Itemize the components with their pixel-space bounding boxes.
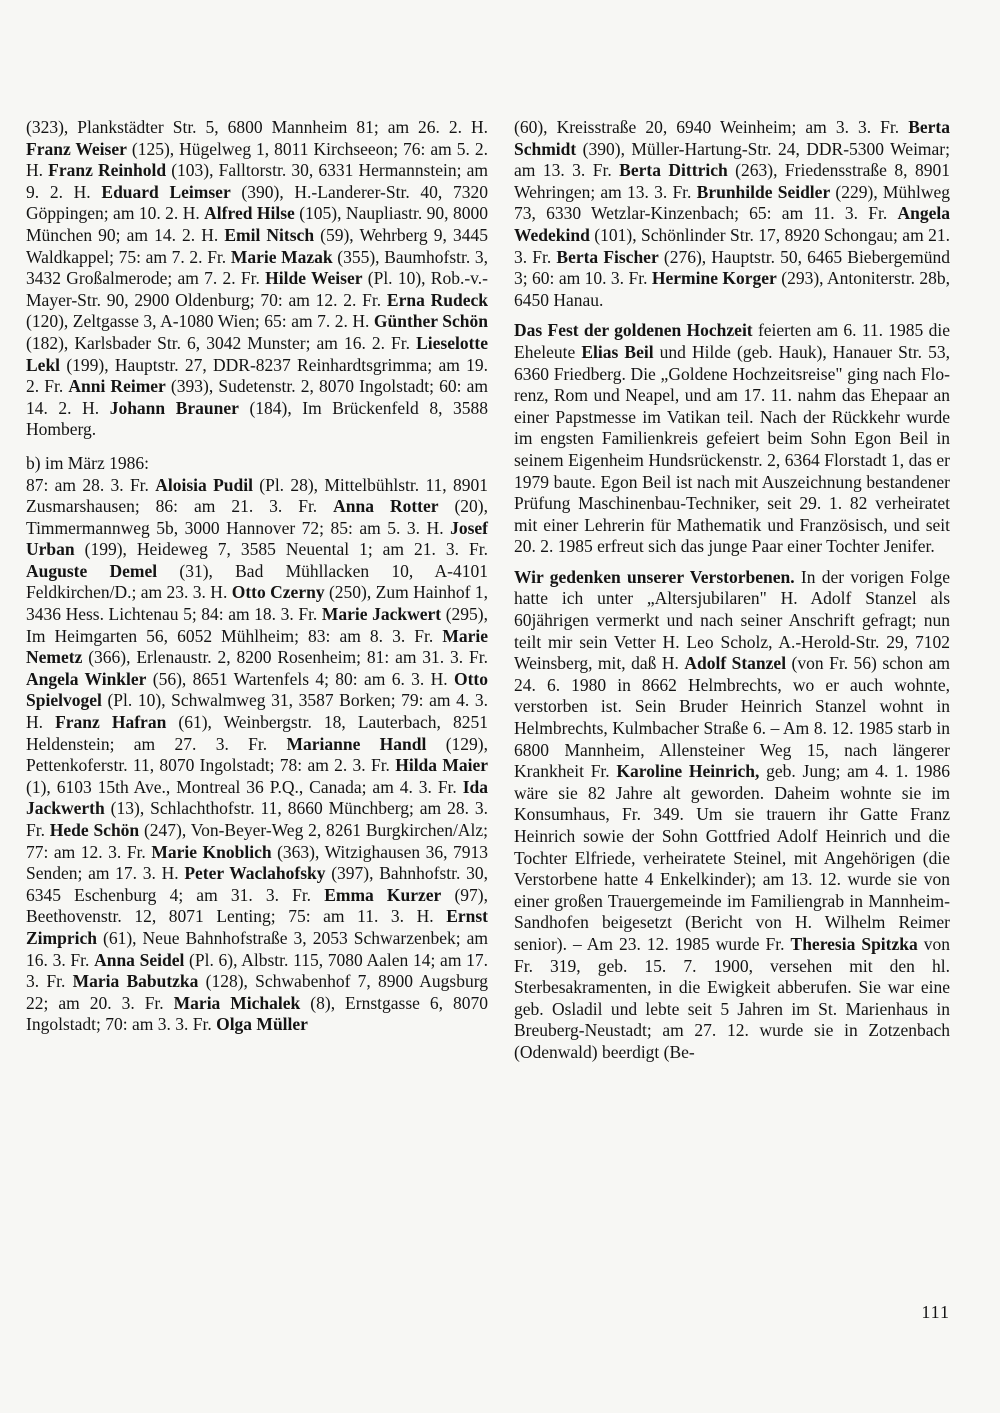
bold-name: Emil Nitsch (224, 224, 315, 245)
bold-name: Franz Reinhold (48, 160, 167, 181)
text-run: (120), Zeltgasse 3, A-1080 Wien; 65: am 7. 2. H. (26, 311, 374, 332)
bold-name: Hermine Korger (651, 268, 777, 289)
birthday-list-march (26, 475, 488, 1036)
bold-name: Erna Rudeck (386, 289, 488, 310)
text-run: (8), Ernstgasse 6, 8070 Ingolstadt; 70: am 3. 3. Fr. (26, 992, 488, 1035)
text-run: 87: am 28. 3. Fr. (26, 474, 156, 495)
text-run: (295), Im Heimgarten 56, 6052 Mühlheim; 83: am 8. 3. Fr. (26, 604, 488, 646)
left-column (26, 117, 488, 1036)
bold-name: Berta Dittrich (619, 160, 728, 181)
text-run: (1), 6103 15th Ave., Montreal 36 P.Q., Canada; am 4. 3. Fr. (26, 776, 463, 797)
bold-name: Lieselotte Lekl (26, 332, 488, 375)
bold-name: Brunhilde Seidler (696, 181, 831, 202)
bold-name: Olga Müller (216, 1014, 308, 1035)
bold-name: Berta Fischer (556, 246, 659, 267)
bold-name: Eduard Leimser (101, 181, 231, 202)
bold-name: Alfred Hilse (204, 203, 295, 224)
bold-name: Otto Spielvogel (26, 668, 488, 711)
text-run: (56), 8651 Wartenfels 4; 80: am 6. 3. H. (146, 668, 454, 689)
text-run: und Hilde (geb. Hauk), Hanauer Str. 53, 6360 Friedberg. Die „Goldene Hochzeitsreise" ging nach Florenz, Rom und Neapel, und am 17. 11. nahm das Ehepaar an einer Papstmesse im Vatikan teil. Nach der Rückkehr wurde im engsten Familienkreis gefeiert beim Sohn Egon Beil in seinem Eigenheim Hundsrückenstr. 2, 6364 Florstadt 1, das er 1979 baute. Egon Beil ist nach mit Auszeichnung bestandener Prüfung Maschinenbau-Techniker, seit 29. 1. 82 verheiratet mit einer Lehrerin für Mathematik und Französisch, und seit 20. 2. 1985 erfreut sich das junge Paar einer Tochter Jenifer. (514, 341, 950, 557)
bold-name: Elias Beil (581, 341, 654, 362)
golden-wedding-paragraph (514, 320, 950, 558)
text-run: von Fr. 319, geb. 15. 7. 1900, versehen mit den hl. Sterbesakramenten, in die Ewigkeit abberufen. Sie war eine geb. Osladil und lebte seit 5 Jahren im St. Marienhaus in Breuberg-Neustadt; am 27. 12. wurde sie in Zotzenbach (Odenwald) beerdigt (Be- (514, 933, 951, 1062)
bold-name: Hede Schön (49, 820, 140, 840)
bold-name: Marie Jackwert (321, 604, 442, 625)
bold-name: Anni Reimer (68, 376, 166, 397)
text-run: (247), Von-Beyer-Weg 2, 8261 Burgkirchen/Alz; 77: am 12. 3. Fr. (26, 820, 488, 862)
text-run: (276), Hauptstr. 50, 6465 Biebergemünd 3; 60: am 10. 3. Fr. (514, 246, 950, 289)
bold-name: Marianne Handl (286, 733, 427, 754)
page-number: 111 (921, 1302, 950, 1322)
bold-name: Peter Waclahofsky (184, 863, 326, 884)
text-run: (Pl. 6), Albstr. 115, 7080 Aalen 14; am 17. 3. Fr. (26, 949, 488, 992)
bold-name: Das Fest der goldenen Hochzeit (514, 320, 753, 341)
bold-name: Emma Kurzer (324, 884, 442, 905)
text-run: (59), Wehrberg 9, 3445 Waldkappel; 75: am 7. 2. Fr. (26, 224, 488, 267)
bold-name: Theresia Spitzka (790, 933, 918, 954)
text-run: (363), Witzighausen 36, 7913 Senden; am 17. 3. H. (26, 841, 489, 884)
text-run: (60), Kreisstraße 20, 6940 Weinheim; am 3. 3. Fr. (514, 117, 909, 137)
right-column (514, 117, 950, 1064)
text-run: (61), Weinbergstr. 18, Lauterbach, 8251 Heldenstein; am 27. 3. Fr. (26, 712, 488, 754)
text-run: (397), Bahnhofstr. 30, 6345 Eschenburg 4; am 31. 3. Fr. (26, 863, 488, 905)
text-run: (101), Schönlinder Str. 17, 8920 Schongau; am 21. 3. Fr. (514, 224, 950, 267)
text-run: (366), Erlenaustr. 2, 8200 Rosenheim; 81: am 31. 3. Fr. (82, 647, 488, 668)
text-run: (263), Friedensstraße 8, 8901 Wehringen; am 13. 3. Fr. (514, 160, 950, 202)
text-run: (199), Hauptstr. 27, DDR-8237 Reinhardtsgrimma; am 19. 2. Fr. (26, 354, 488, 397)
bold-name: Maria Babutzka (72, 971, 199, 992)
text-run: (393), Sudetenstr. 2, 8070 Ingolstadt; 60: am 14. 2. H. (26, 376, 488, 418)
bold-name: Ida Jackwerth (26, 776, 488, 819)
bold-name: Maria Michalek (173, 992, 301, 1013)
bold-name: Otto Czerny (231, 582, 325, 603)
bold-name: Franz Weiser (26, 138, 127, 159)
text-run: (97), Beethovenstr. 12, 8071 Lenting; 75: am 11. 3. H. (26, 884, 489, 927)
obituary-paragraph (514, 567, 950, 1064)
text-run: (293), Antoniterstr. 28b, 6450 Hanau. (514, 268, 951, 310)
bold-name: Berta Schmidt (514, 117, 950, 159)
text-run: (13), Schlachthofstr. 11, 8660 Münchberg; am 28. 3. Fr. (26, 798, 488, 840)
bold-name: Adolf Stanzel (684, 653, 787, 674)
text-run: (125), Hügelweg 1, 8011 Kirchseeon; 76: am 5. 2. H. (26, 138, 488, 181)
bold-name: Angela Winkler (26, 668, 147, 689)
birthday-list-march-continued (514, 117, 950, 311)
text-run: (229), Mühlweg 73, 6330 Wetzlar-Kinzenbach; 65: am 11. 3. Fr. (514, 181, 951, 224)
bold-name: Hilda Maier (395, 755, 488, 776)
bold-name: Anna Seidel (94, 949, 185, 970)
bold-name: Aloisia Pudil (155, 474, 253, 495)
text-run: (390), Müller-Hartung-Str. 24, DDR-5300 Weimar; am 13. 3. Fr. (514, 138, 950, 181)
bold-name: Marie Nemetz (26, 625, 488, 668)
bold-name: Günther Schön (373, 311, 488, 332)
text-run: (250), Zum Hainhof 1, 3436 Hess. Lichtenau 5; 84: am 18. 3. Fr. (26, 582, 488, 625)
text-run: (355), Baumhofstr. 3, 3432 Großalmerode; am 7. 2. Fr. (26, 246, 489, 289)
text-run: (Pl. 10), Rob.-v.-Mayer-Str. 90, 2900 Oldenburg; 70: am 12. 2. Fr. (26, 268, 488, 310)
bold-name: Wir gedenken unserer Verstorbenen. (514, 566, 795, 587)
bold-name: Karoline Heinrich, (616, 761, 760, 782)
section-subheading: b) im März 1986: (26, 452, 149, 473)
text-run: (129), Pettenkoferstr. 11, 8070 Ingolstadt; 78: am 2. 3. Fr. (26, 733, 488, 776)
bold-name: Josef Urban (26, 517, 488, 560)
text-run: (von Fr. 56) schon am 24. 6. 1980 in 8662 Helmbrechts, wo er auch wohnte, verstorben ist. Sein Bruder Heinrich Stanzel wohnt in Helmbrechts, Kulmbacher Straße 6. – Am 8. 12. 1985 starb in 6800 Mannheim, Allensteiner Weg 15, nach längerer Krankheit Fr. (514, 653, 951, 782)
text-run: (128), Schwabenhof 7, 8900 Augsburg 22; am 20. 3. Fr. (26, 971, 488, 1013)
birthday-list-february (26, 117, 488, 441)
bold-name: Anna Rotter (333, 496, 439, 517)
text-run: (105), Naupliastr. 90, 8000 München 90; am 14. 2. H. (26, 203, 488, 245)
bold-name: Ernst Zimprich (26, 906, 488, 948)
bold-name: Franz Hafran (55, 712, 167, 733)
text-run: geb. Jung; am 4. 1. 1986 wäre sie 82 Jahre alt geworden. Daheim wohnte sie im Konsumhaus, Fr. 349. Um sie trauern ihr Gatte Franz Heinrich sowie der Sohn Gottfried Adolf Heinrich und die Tochter Elfriede, verheiratete Steinel, mit Angehörigen (die Verstorbene hatte 4 Enkelkinder); am 13. 12. wurde sie von einer großen Trauergemeinde im Familiengrab in Mannheim-Sandhofen beigesetzt (Bericht von H. Wilhelm Reimer senior). – Am 23. 12. 1985 wurde Fr. (514, 761, 950, 954)
text-run: (323), Plankstädter Str. 5, 6800 Mannheim 81; am 26. 2. H. (26, 117, 488, 137)
bold-name: Marie Mazak (230, 246, 333, 267)
bold-name: Hilde Weiser (265, 268, 363, 289)
text-run: (184), Im Brückenfeld 8, 3588 Homberg. (26, 397, 489, 440)
text-run: (31), Bad Mühllacken 10, A-4101 Feldkirchen/D.; am 23. 3. H. (26, 560, 489, 603)
text-run: (Pl. 10), Schwalmweg 31, 3587 Borken; 79: am 4. 3. H. (26, 690, 488, 733)
text-run: (61), Neue Bahnhofstraße 3, 2053 Schwarzenbek; am 16. 3. Fr. (26, 927, 488, 970)
bold-name: Marie Knoblich (151, 841, 272, 862)
text-run: (103), Falltorstr. 30, 6331 Hermannstein; am 9. 2. H. (26, 160, 488, 202)
text-run: (182), Karlsbader Str. 6, 3042 Munster; am 16. 2. Fr. (26, 332, 417, 353)
text-run: feierten am 6. 11. 1985 die Eheleute (514, 320, 950, 362)
text-run: (20), Timmermannweg 5b, 3000 Hannover 72; 85: am 5. 3. H. (26, 496, 489, 538)
bold-name: Johann Brauner (109, 397, 239, 418)
text-run: In der vorigen Folge hatte ich unter „Altersjubilaren" H. Adolf Stanzel als 60jährigen vermerkt und nach seiner Anschrift gefragt; nun teilt mir sein Vetter H. Leo Scholz, A.-Herold-Str. 29, 7102 Weinsberg, mit, daß H. (514, 566, 950, 674)
text-run: (390), H.-Landerer-Str. 40, 7320 Göppingen; am 10. 2. H. (26, 181, 488, 224)
text-run: (199), Heideweg 7, 3585 Neuental 1; am 21. 3. Fr. (74, 539, 488, 560)
bold-name: Angela Wedekind (514, 203, 950, 245)
text-run: (Pl. 28), Mittelbühlstr. 11, 8901 Zusmarshausen; 86: am 21. 3. Fr. (26, 474, 488, 517)
bold-name: Auguste Demel (26, 560, 158, 581)
